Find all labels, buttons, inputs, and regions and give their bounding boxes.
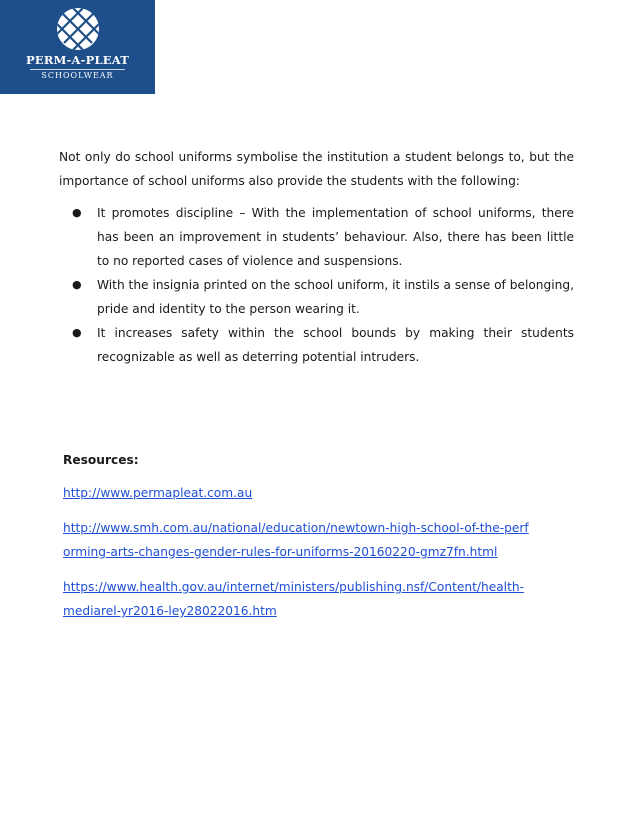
brand-tagline: SCHOOLWEAR <box>41 71 114 80</box>
brand-name: PERM-A-PLEAT <box>26 53 129 67</box>
list-item-text: It promotes discipline – With the implementation of school uniforms, there has been an improvement in students’ behaviour. Also, there has been little to no reported cases of violence and suspensions. <box>97 206 574 268</box>
resource-link[interactable]: https://www.health.gov.au/internet/ministers/publishing.nsf/Content/health-mediarel-yr2016-ley28022016.htm <box>63 580 524 618</box>
woven-globe-icon <box>54 5 102 53</box>
bullet-icon: ● <box>72 278 82 291</box>
list-item-text: With the insignia printed on the school uniform, it instils a sense of belonging, pride and identity to the person wearing it. <box>97 278 574 316</box>
resources-section <box>63 448 533 634</box>
bullet-icon: ● <box>72 326 82 339</box>
brand-logo <box>0 0 155 94</box>
intro-paragraph: Not only do school uniforms symbolise the institution a student belongs to, but the importance of school uniforms also provide the students with the following: <box>59 150 574 188</box>
list-item <box>72 201 574 273</box>
brand-divider <box>30 69 125 70</box>
resource-link[interactable]: http://www.smh.com.au/national/education/newtown-high-school-of-the-performing-arts-changes-gender-rules-for-uniforms-20160220-gmz7fn.html <box>63 521 529 559</box>
bullet-icon: ● <box>72 206 82 219</box>
resource-link[interactable]: http://www.permapleat.com.au <box>63 486 253 500</box>
benefits-list <box>59 201 574 369</box>
list-item <box>72 273 574 321</box>
main-content <box>59 145 574 369</box>
list-item <box>72 321 574 369</box>
resources-heading: Resources: <box>63 453 139 467</box>
list-item-text: It increases safety within the school bounds by making their students recognizable as well as deterring potential intruders. <box>97 326 574 364</box>
